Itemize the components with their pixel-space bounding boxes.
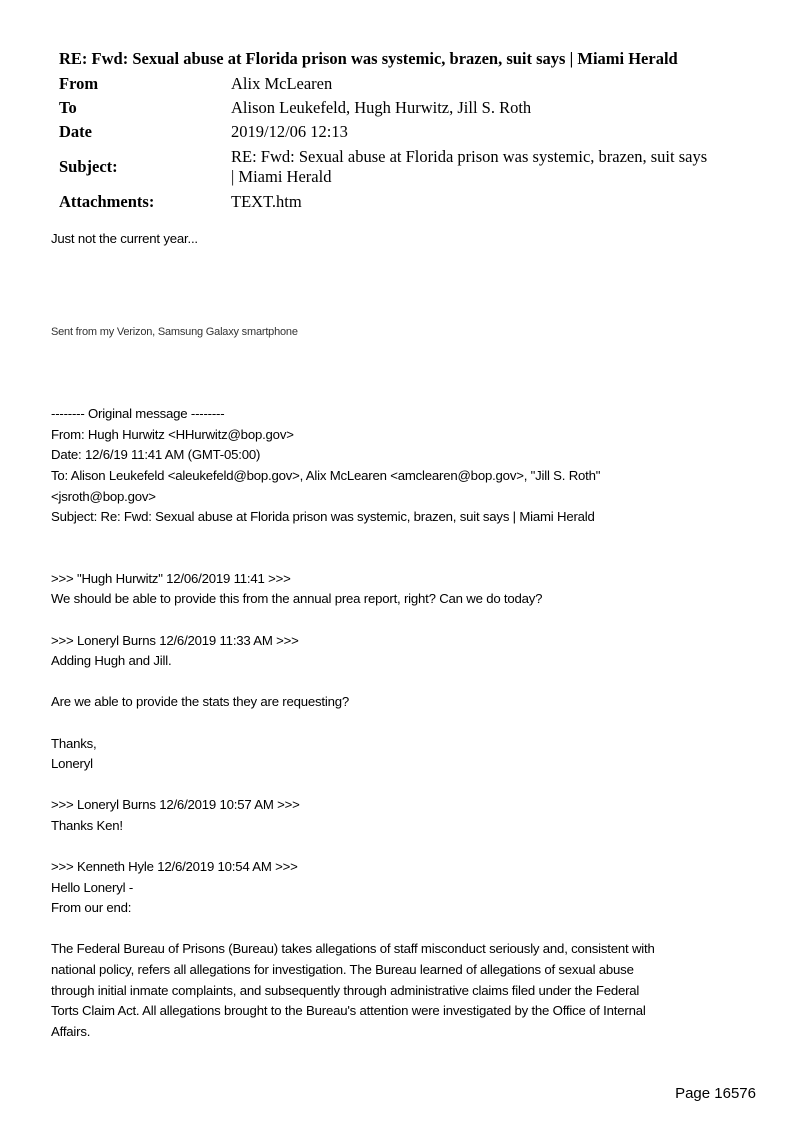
spacer	[51, 528, 761, 569]
to-value: Alison Leukefeld, Hugh Hurwitz, Jill S. Roth	[231, 98, 532, 117]
quote4-paragraph-line5: Affairs.	[51, 1023, 91, 1039]
reply-text: Just not the current year...	[51, 231, 198, 246]
quote2-line2: Are we able to provide the stats they are requesting?	[51, 694, 350, 710]
email-body	[51, 229, 761, 1042]
from-label: From	[59, 74, 99, 93]
original-to-line1: To: Alison Leukefeld <aleukefeld@bop.gov>, Alix McLearen <amclearen@bop.gov>, "Jill S. Roth"	[51, 467, 601, 483]
quote1-header: >>> "Hugh Hurwitz" 12/06/2019 11:41 >>>	[51, 570, 291, 586]
quote4-paragraph-line3: through initial inmate complaints, and subsequently through administrative claims filed under the Federal	[51, 982, 640, 998]
quote4-intro: From our end:	[51, 900, 132, 916]
attachments-label: Attachments:	[59, 192, 155, 211]
quote1-text: We should be able to provide this from the annual prea report, right? Can we do today?	[51, 591, 543, 607]
spacer	[51, 919, 761, 940]
from-value: Alix McLearen	[231, 74, 333, 93]
quote4-greeting: Hello Loneryl -	[51, 879, 134, 895]
original-message-marker: -------- Original message --------	[51, 406, 225, 422]
quote2-thanks: Thanks,	[51, 735, 97, 751]
date-value: 2019/12/06 12:13	[231, 122, 348, 141]
quote2-header: >>> Loneryl Burns 12/6/2019 11:33 AM >>>	[51, 632, 299, 648]
spacer	[51, 775, 761, 796]
attachments-value: TEXT.htm	[231, 192, 302, 211]
quote4-paragraph-line2: national policy, refers all allegations for investigation. The Bureau learned of allegations of sexual abuse	[51, 962, 634, 978]
signature-text: Sent from my Verizon, Samsung Galaxy smartphone	[51, 325, 298, 338]
quote4-paragraph-line1: The Federal Bureau of Prisons (Bureau) takes allegations of staff misconduct seriously and, consistent with	[51, 941, 655, 957]
subject-value	[227, 144, 755, 190]
quote4-paragraph-line4: Torts Claim Act. All allegations brought to the Bureau's attention were investigated by the Office of Internal	[51, 1003, 646, 1019]
spacer	[51, 713, 761, 734]
original-subject: Subject: Re: Fwd: Sexual abuse at Florida prison was systemic, brazen, suit says | Miami Herald	[51, 509, 595, 525]
subject-value-line2: | Miami Herald	[231, 167, 332, 186]
spacer	[51, 836, 761, 857]
spacer	[51, 342, 761, 404]
subject-value-line1: RE: Fwd: Sexual abuse at Florida prison was systemic, brazen, suit says	[231, 147, 708, 166]
quote4-header: >>> Kenneth Hyle 12/6/2019 10:54 AM >>>	[51, 859, 298, 875]
email-metadata-table	[55, 72, 755, 214]
quote3-header: >>> Loneryl Burns 12/6/2019 10:57 AM >>>	[51, 797, 300, 813]
subject-label: Subject:	[59, 157, 118, 176]
original-date: Date: 12/6/19 11:41 AM (GMT-05:00)	[51, 447, 261, 463]
original-from: From: Hugh Hurwitz <HHurwitz@bop.gov>	[51, 426, 294, 442]
to-label: To	[59, 98, 77, 117]
spacer	[51, 250, 761, 322]
original-to-line2: <jsroth@bop.gov>	[51, 488, 156, 504]
spacer	[51, 610, 761, 631]
page-number: Page 16576	[675, 1085, 756, 1102]
quote3-text: Thanks Ken!	[51, 817, 123, 833]
date-label: Date	[59, 122, 92, 141]
quote2-line1: Adding Hugh and Jill.	[51, 653, 172, 669]
quote2-name: Loneryl	[51, 756, 93, 772]
spacer	[51, 672, 761, 693]
email-title: RE: Fwd: Sexual abuse at Florida prison was systemic, brazen, suit says | Miami Herald	[59, 49, 678, 68]
